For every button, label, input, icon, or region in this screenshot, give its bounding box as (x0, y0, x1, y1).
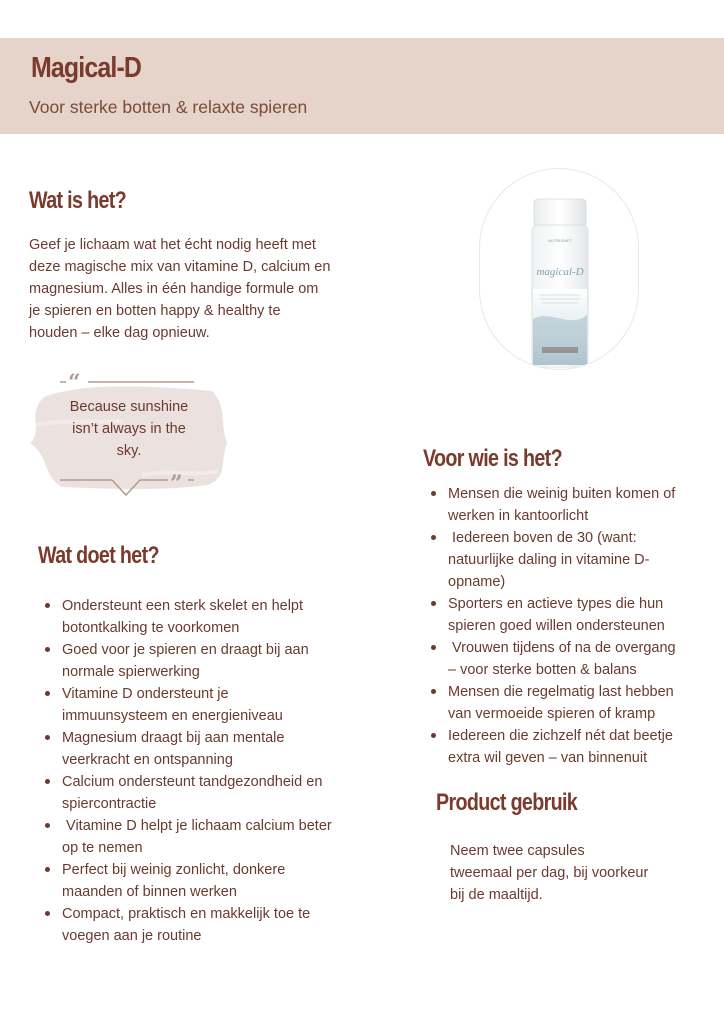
quote-line: isn’t always in the (72, 421, 186, 437)
close-quote-icon: ” (170, 471, 183, 497)
what-is-it-heading: Wat is het? (29, 187, 127, 214)
product-bottle-image (480, 169, 639, 370)
list-item: Compact, praktisch en makkelijk toe te voegen aan je routine (42, 903, 382, 947)
text-line: Geef je lichaam wat het écht nodig heeft met (29, 237, 316, 253)
usage-heading: Product gebruik (436, 789, 578, 816)
target-audience-list (428, 483, 718, 769)
for-whom-heading: Voor wie is het? (423, 445, 562, 472)
list-item: Sporters en actieve types die hun spieren goed willen ondersteunen (428, 593, 718, 637)
text-line: je spieren en botten happy & healthy te (29, 303, 281, 319)
open-quote-icon: “ (68, 370, 81, 396)
text-line: deze magische mix van vitamine D, calcium en (29, 259, 331, 275)
quote-text (60, 396, 198, 462)
text-line: houden – elke dag opnieuw. (29, 325, 210, 341)
page-subtitle: Voor sterke botten & relaxte spieren (29, 97, 308, 117)
list-item: Calcium ondersteunt tandgezondheid en spiercontractie (42, 771, 382, 815)
list-item: Mensen die weinig buiten komen of werken in kantoorlicht (428, 483, 718, 527)
list-item: Mensen die regelmatig last hebben van vermoeide spieren of kramp (428, 681, 718, 725)
usage-text (450, 840, 710, 906)
list-item: Ondersteunt een sterk skelet en helpt botontkalking te voorkomen (42, 595, 382, 639)
text-line: Neem twee capsules (450, 843, 585, 859)
bottle-brand-text: NUTRISHIFT (548, 238, 572, 243)
what-is-it-text (29, 234, 379, 344)
list-item: Vrouwen tijdens of na de overgang – voor sterke botten & balans (428, 637, 718, 681)
list-item: Iedereen die zichzelf nét dat beetje extra wil geven – van binnenuit (428, 725, 718, 769)
page-title: Magical-D (31, 52, 142, 84)
text-line: tweemaal per dag, bij voorkeur (450, 865, 649, 881)
what-does-it-do-heading: Wat doet het? (38, 542, 159, 569)
quote-line: Because sunshine (69, 399, 189, 415)
benefits-list (42, 595, 382, 947)
product-image-frame (479, 168, 639, 370)
text-line: bij de maaltijd. (450, 887, 543, 903)
list-item: Goed voor je spieren en draagt bij aan normale spierwerking (42, 639, 382, 683)
text-line: magnesium. Alles in één handige formule om (29, 281, 319, 297)
list-item: Vitamine D ondersteunt je immuunsysteem en energieniveau (42, 683, 382, 727)
quote-line: sky. (116, 443, 142, 459)
list-item: Magnesium draagt bij aan mentale veerkracht en ontspanning (42, 727, 382, 771)
list-item: Perfect bij weinig zonlicht, donkere maanden of binnen werken (42, 859, 382, 903)
bottle-name-text: magical-D (536, 266, 584, 278)
list-item: Iedereen boven de 30 (want: natuurlijke daling in vitamine D- opname) (428, 527, 718, 593)
list-item: Vitamine D helpt je lichaam calcium beter op te nemen (42, 815, 382, 859)
